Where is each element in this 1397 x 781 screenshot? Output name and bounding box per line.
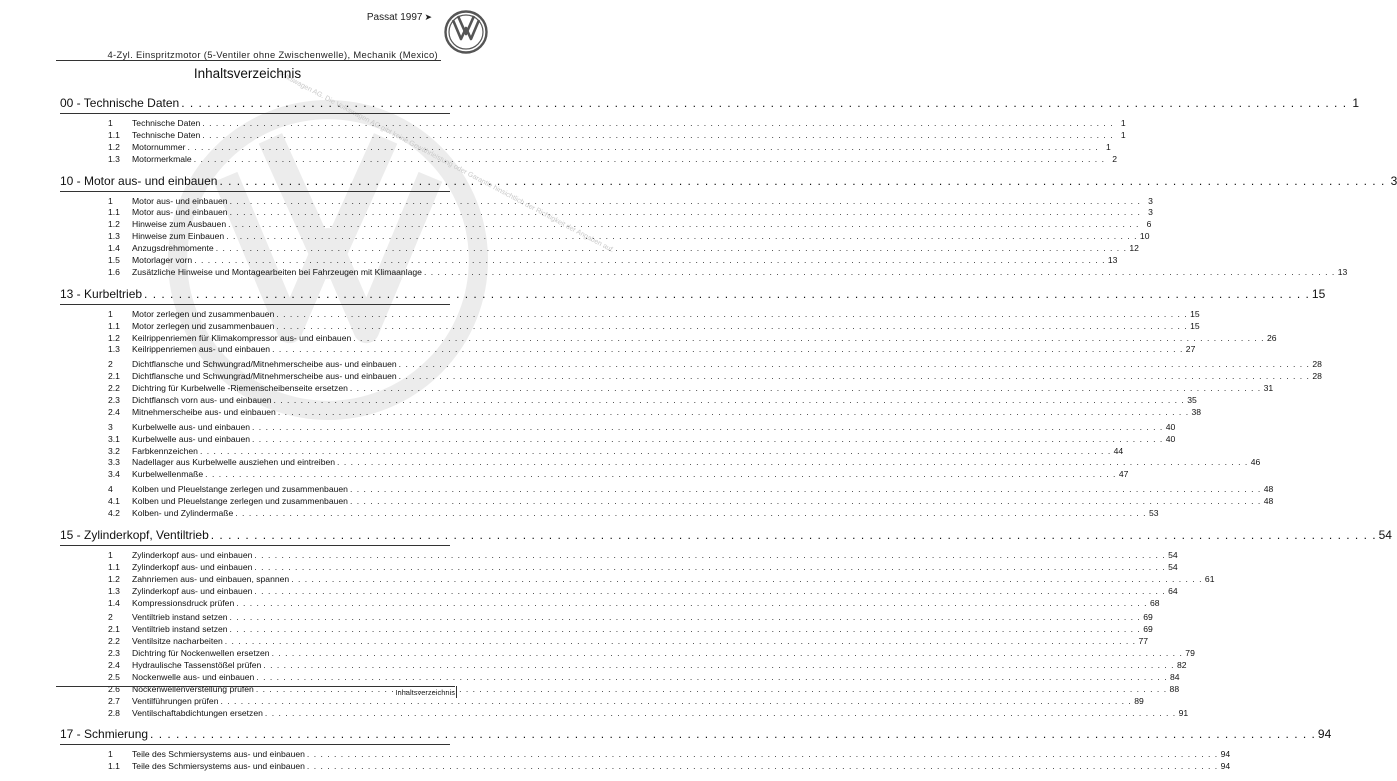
entry-title: Dichtflansche und Schwungrad/Mitnehmerscheibe aus- und einbauen [132,359,397,370]
toc-section-heading[interactable] [60,527,1392,546]
toc-entry[interactable] [60,648,1195,660]
leader-dots [272,344,1183,356]
toc-entry[interactable] [60,671,1180,684]
toc-entry[interactable] [60,612,1153,624]
entry-title: Ventilsitze nacharbeiten [132,636,223,647]
entry-number: 1 [108,308,113,319]
entry-page: 6 [1146,219,1152,230]
page-header [60,0,440,60]
entry-page: 47 [1118,469,1129,480]
entry-title: Dichtring für Kurbelwelle -Riemenscheibenseite ersetzen [132,383,348,394]
toc-entry[interactable] [60,636,1149,648]
entry-title: Ventilführungen prüfen [132,695,219,706]
toc-entry[interactable] [60,383,1274,395]
entry-number: 2 [108,359,113,370]
entry-page: 28 [1312,371,1322,382]
toc-entry[interactable] [60,266,1348,279]
toc-entry[interactable] [60,445,1124,458]
entry-title: Zylinderkopf aus- und einbauen [132,549,253,560]
toc-entry[interactable] [60,129,1126,142]
entry-page: 26 [1266,332,1277,343]
footer [395,688,455,697]
leader-dots [350,383,1261,395]
leader-dots [307,761,1218,773]
section-title: 15 - Zylinderkopf, Ventiltrieb [60,527,209,542]
entry-page: 35 [1187,395,1197,406]
toc-entry[interactable] [60,597,1160,610]
entry-page: 31 [1263,383,1274,394]
entry-page: 94 [1220,761,1231,772]
leader-dots [228,219,1139,231]
entry-page: 40 [1165,421,1176,432]
entry-page: 69 [1143,612,1153,623]
entry-number: 1.6 [108,266,120,277]
leader-dots [211,528,1377,542]
leader-dots [272,648,1183,660]
section-page: 94 [1317,727,1332,742]
footer-page-marker [456,686,457,698]
leader-dots [265,708,1176,720]
entry-title: Motor aus- und einbauen [132,207,228,218]
page-title: Inhaltsverzeichnis [193,66,302,81]
entry-number: 2.3 [108,395,120,406]
entry-page: 54 [1168,561,1178,572]
leader-dots [276,309,1187,321]
leader-dots [216,243,1127,255]
entry-page: 48 [1263,484,1274,495]
entry-title: Motorlager vorn [132,255,193,266]
entry-number: 1.5 [108,255,120,266]
toc-entry[interactable] [60,395,1197,407]
toc-entry[interactable] [60,344,1196,356]
entry-page: 38 [1191,406,1202,417]
entry-number: 1.4 [108,597,120,608]
entry-title: Kolben und Pleuelstange zerlegen und zusammenbauen [132,496,348,507]
entry-number: 1.2 [108,219,120,230]
toc-entry[interactable] [60,371,1322,383]
entry-page: 15 [1190,320,1200,331]
entry-number: 2.6 [108,683,120,694]
leader-dots [337,457,1248,469]
leader-dots [150,727,1316,741]
toc-section [60,96,1360,166]
entry-page: 54 [1168,549,1178,560]
entry-number: 2.8 [108,707,120,718]
entry-title: Dichtring für Nockenwellen ersetzen [132,648,270,659]
leader-dots [230,624,1141,636]
entry-title: Ventilschaftabdichtungen ersetzen [132,707,263,718]
entry-number: 1.3 [108,153,120,164]
leader-dots [202,118,1113,130]
section-title: 10 - Motor aus- und einbauen [60,173,218,188]
entry-number: 4 [108,484,113,495]
entry-page: 3 [1148,207,1153,218]
entry-title: Zylinderkopf aus- und einbauen [132,561,253,572]
toc-section-heading[interactable] [60,173,1397,192]
entry-number: 1.3 [108,585,120,596]
toc-section-heading[interactable] [60,96,1360,114]
entry-number: 1.1 [108,561,120,572]
toc-section [60,527,1392,719]
entry-number: 3.4 [108,469,120,480]
entry-page: 48 [1263,496,1274,507]
entry-page: 3 [1148,195,1153,206]
leader-dots [194,255,1105,267]
entry-title: Nockenwelle aus- und einbauen [132,671,255,682]
entry-number: 2.4 [108,406,120,417]
watermark-text: Volkswagen AG. Die Volkswagen AG gibt keine Gewährleistung oder Garantie hinsichtlich der Richtigkeit der Angaben auf. [276,70,615,255]
toc-entry[interactable] [60,359,1322,371]
toc-section [60,173,1397,279]
entry-title: Teile des Schmiersystems aus- und einbauen [132,749,305,760]
toc-entry[interactable] [60,153,1117,166]
entry-number: 2.3 [108,648,120,659]
leader-dots [220,696,1131,708]
toc-section [60,727,1332,773]
leader-dots [181,96,1347,110]
leader-dots [256,672,1167,684]
toc-entry[interactable] [60,695,1144,708]
entry-page: 10 [1139,231,1150,242]
entry-number: 2.7 [108,695,120,706]
footer-label: Inhaltsverzeichnis [395,688,455,697]
leader-dots [187,142,1098,154]
toc-entry[interactable] [60,141,1111,154]
entry-number: 1.3 [108,344,120,355]
toc-entry[interactable] [60,308,1200,321]
entry-page: 68 [1149,597,1160,608]
leader-dots [235,508,1146,520]
entry-page: 79 [1185,648,1195,659]
leader-dots [353,333,1264,345]
entry-number: 4.1 [108,496,120,507]
leader-dots [226,231,1137,243]
entry-number: 2.2 [108,383,120,394]
entry-page: 1 [1120,118,1126,128]
entry-number: 1.1 [108,761,120,772]
toc-entry[interactable] [60,573,1215,586]
entry-title: Motormerkmale [132,153,192,164]
toc-entry[interactable] [60,320,1200,333]
entry-page: 61 [1204,573,1215,584]
toc-entry[interactable] [60,561,1178,574]
entry-title: Motor aus- und einbauen [132,195,228,206]
entry-title: Motornummer [132,141,186,152]
document-subtitle: 4-Zyl. Einspritzmotor (5-Ventiler ohne Zwischenwelle), Mechanik (Mexico) [107,49,438,60]
toc-entry[interactable] [60,549,1178,562]
entry-number: 2.5 [108,671,120,682]
section-page: 3 [1390,173,1397,188]
entry-title: Kurbelwelle aus- und einbauen [132,433,251,444]
toc-entry[interactable] [60,749,1231,761]
toc-section [60,286,1326,520]
entry-title: Zahnriemen aus- und einbauen, spannen [132,573,290,584]
entry-page: 28 [1312,359,1322,370]
toc-section-heading[interactable] [60,727,1332,745]
entry-page: 40 [1165,433,1176,444]
entry-page: 89 [1134,695,1144,706]
toc-entry[interactable] [60,207,1153,219]
header-rule [56,60,441,61]
vw-logo-icon [444,10,488,54]
section-page: 1 [1352,96,1360,110]
toc-entry[interactable] [60,496,1274,508]
entry-title: Dichtflansche und Schwungrad/Mitnehmerscheibe aus- und einbauen [132,371,397,382]
entry-page: 94 [1220,749,1231,760]
entry-number: 2.1 [108,624,120,635]
entry-page: 1 [1105,141,1111,152]
entry-title: Nockenwellenverstellung prüfen [132,683,254,694]
toc-entry[interactable] [60,433,1176,446]
entry-number: 2 [108,612,113,623]
entry-number: 1.3 [108,231,120,242]
entry-number: 1.1 [108,207,120,218]
entry-title: Hinweise zum Einbauen [132,231,225,242]
entry-title: Motor zerlegen und zusammenbauen [132,320,275,331]
toc-entry[interactable] [60,255,1118,267]
entry-page: 77 [1138,636,1149,647]
entry-page: 27 [1185,344,1196,355]
entry-title: Mitnehmerscheibe aus- und einbauen [132,406,276,417]
entry-title: Anzugsdrehmomente [132,243,214,254]
toc-entry[interactable] [60,469,1129,481]
leader-dots [230,612,1141,624]
toc-entry[interactable] [60,484,1274,496]
toc-entry[interactable] [60,659,1187,672]
entry-page: 46 [1250,457,1261,468]
leader-dots [230,196,1141,208]
toc-entry[interactable] [60,219,1152,231]
toc-entry[interactable] [60,707,1189,720]
entry-number: 1.2 [108,141,120,152]
toc-entry[interactable] [60,332,1277,345]
entry-number: 3.2 [108,445,120,456]
toc-entry[interactable] [60,243,1139,255]
entry-title: Nadellager aus Kurbelwelle ausziehen und eintreiben [132,457,336,468]
entry-number: 1 [108,749,113,760]
entry-title: Motor zerlegen und zusammenbauen [132,308,275,319]
footer-rule [56,686,455,687]
entry-number: 1.2 [108,573,120,584]
entry-page: 53 [1149,508,1159,519]
entry-title: Keilrippenriemen aus- und einbauen [132,344,271,355]
entry-page: 64 [1168,585,1178,596]
entry-page: 13 [1337,266,1348,277]
leader-dots [252,434,1163,446]
entry-number: 1.2 [108,332,120,343]
entry-page: 88 [1169,683,1180,694]
leader-dots [144,287,1310,301]
section-title: 17 - Schmierung [60,727,149,742]
leader-dots [236,598,1147,610]
entry-page: 44 [1113,445,1124,456]
toc-entry[interactable] [60,624,1153,636]
entry-number: 2.1 [108,371,120,382]
entry-title: Kolben und Pleuelstange zerlegen und zusammenbauen [132,484,348,495]
leader-dots [424,267,1335,279]
entry-title: Kolben- und Zylindermaße [132,508,234,519]
leader-dots [278,407,1189,419]
entry-title: Kompressionsdruck prüfen [132,597,235,608]
section-page: 15 [1311,286,1326,301]
entry-title: Farbkennzeichen [132,445,198,456]
entry-number: 3 [108,421,113,432]
arrow-right-icon: ➤ [424,12,432,22]
entry-number: 2.4 [108,659,120,670]
leader-dots [219,174,1385,188]
entry-page: 12 [1129,243,1139,254]
entry-number: 1 [108,549,113,560]
entry-page: 2 [1112,153,1117,164]
leader-dots [350,484,1261,496]
toc-entry[interactable] [60,761,1231,773]
entry-title: Hinweise zum Ausbauen [132,219,227,230]
entry-page: 15 [1190,308,1200,319]
entry-title: Teile des Schmiersystems aus- und einbauen [132,761,305,772]
leader-dots [205,469,1116,481]
entry-title: Technische Daten [132,118,201,128]
entry-title: Zylinderkopf aus- und einbauen [132,585,253,596]
entry-page: 13 [1107,255,1118,266]
section-title: 00 - Technische Daten [60,96,180,110]
entry-page: 69 [1143,624,1153,635]
leader-dots [276,321,1187,333]
entry-number: 1.4 [108,243,120,254]
leader-dots [291,574,1202,586]
leader-dots [254,586,1165,598]
leader-dots [225,636,1136,648]
entry-page: 84 [1170,671,1180,682]
leader-dots [202,130,1113,142]
entry-page: 1 [1120,129,1126,140]
toc-entry[interactable] [60,585,1178,598]
entry-title: Technische Daten [132,129,201,140]
entry-title: Keilrippenriemen für Klimakompressor aus- und einbauen [132,332,352,343]
toc-entry[interactable] [60,195,1153,208]
entry-number: 1 [108,195,113,206]
leader-dots [274,395,1185,407]
leader-dots [399,371,1310,383]
toc-section-heading[interactable] [60,286,1326,305]
entry-title: Ventiltrieb instand setzen [132,612,228,623]
entry-number: 1.1 [108,129,120,140]
entry-title: Kurbelwellenmaße [132,469,204,480]
entry-number: 1.1 [108,320,120,331]
leader-dots [254,562,1165,574]
entry-title: Hydraulische Tassenstößel prüfen [132,659,262,670]
entry-title: Ventiltrieb instand setzen [132,624,228,635]
toc-entry[interactable] [60,118,1126,130]
toc-entry[interactable] [60,508,1159,520]
leader-dots [194,154,1105,166]
entry-number: 1 [108,118,113,128]
entry-number: 3.1 [108,433,120,444]
section-page: 54 [1378,527,1392,542]
leader-dots [200,446,1111,458]
toc-entry[interactable] [60,406,1202,419]
leader-dots [399,359,1310,371]
entry-title: Kurbelwelle aus- und einbauen [132,421,251,432]
entry-number: 2.2 [108,636,120,647]
model-label [367,12,432,23]
leader-dots [263,660,1174,672]
entry-number: 3.3 [108,457,120,468]
entry-page: 91 [1178,707,1189,718]
entry-title: Dichtflansch vorn aus- und einbauen [132,395,272,406]
toc-entry[interactable] [60,421,1176,434]
model-name: Passat 1997 [366,12,423,23]
toc-entry[interactable] [60,231,1150,243]
leader-dots [350,496,1261,508]
section-title: 13 - Kurbeltrieb [60,286,143,301]
leader-dots [307,749,1218,761]
leader-dots [252,422,1163,434]
leader-dots [230,207,1141,219]
leader-dots [254,550,1165,562]
toc-entry[interactable] [60,457,1261,469]
entry-number: 4.2 [108,508,120,519]
entry-page: 82 [1177,659,1187,670]
entry-title: Zusätzliche Hinweise und Montagearbeiten bei Fahrzeugen mit Klimaanlage [132,266,422,277]
